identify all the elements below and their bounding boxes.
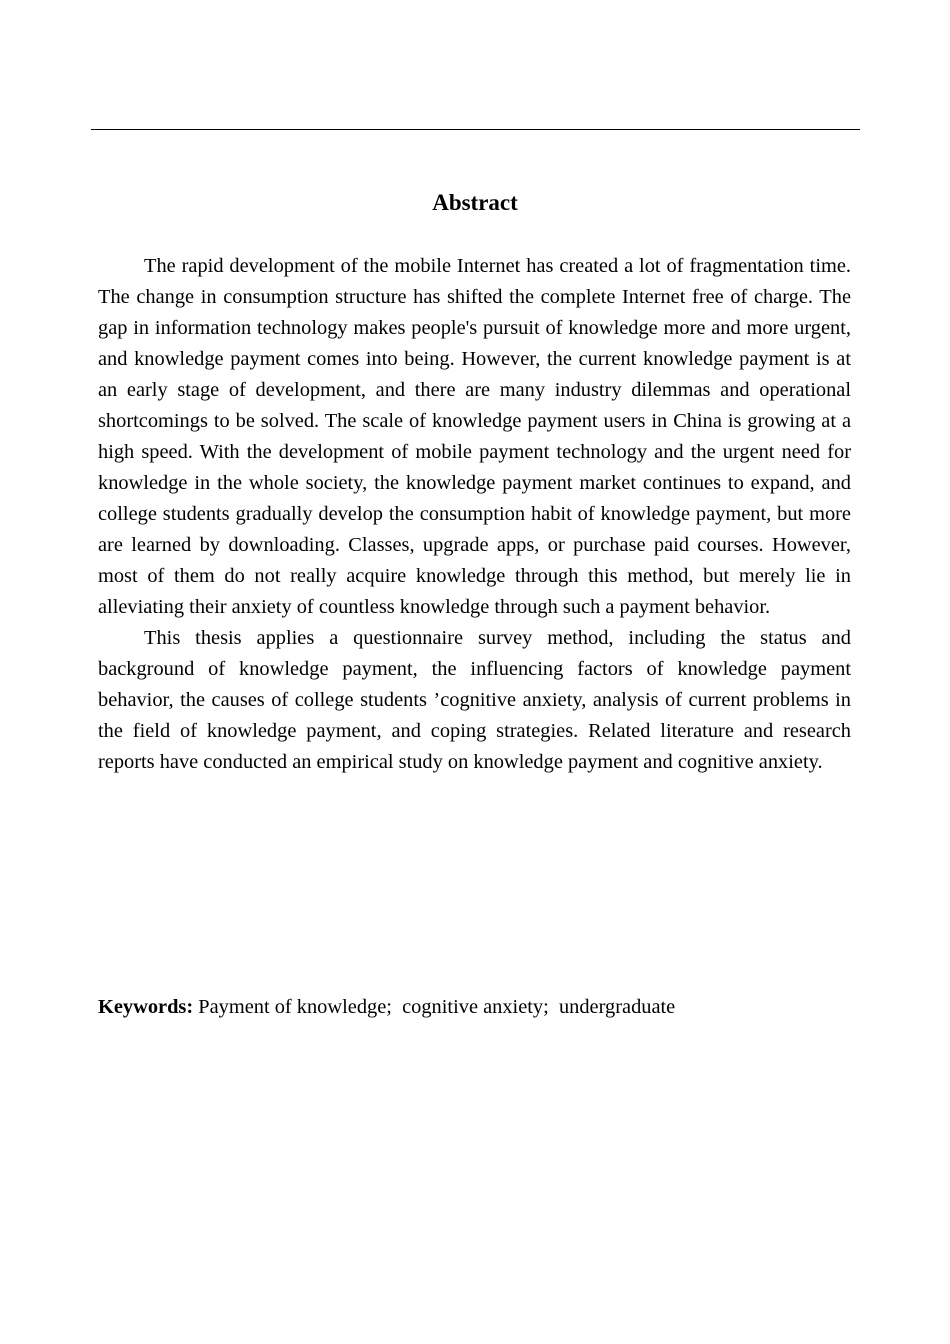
abstract-title: Abstract <box>432 190 518 215</box>
abstract-paragraph-2: This thesis applies a questionnaire survey method, including the status and background of knowledge payment, the influencing factors of knowledge payment behavior, the causes of college students ’cognitive anxiety, analysis of current problems in the field of knowledge payment, and coping strategies. Related literature and research reports have conducted an empirical study on knowledge payment and cognitive anxiety. <box>98 627 851 773</box>
header-rule <box>91 129 860 130</box>
abstract-paragraph-1: The rapid development of the mobile Internet has created a lot of fragmentation time. The change in consumption structure has shifted the complete Internet free of charge. The gap in information technology makes people's pursuit of knowledge more and more urgent, and knowledge payment comes into being. However, the current knowledge payment is at an early stage of development, and there are many industry dilemmas and operational shortcomings to be solved. The scale of knowledge payment users in China is growing at a high speed. With the development of mobile payment technology and the urgent need for knowledge in the whole society, the knowledge payment market continues to expand, and college students gradually develop the consumption habit of knowledge payment, but more are learned by downloading. Classes, upgrade apps, or purchase paid courses. However, most of them do not really acquire knowledge through this method, but merely lie in alleviating their anxiety of countless knowledge through such a payment behavior. <box>98 255 851 618</box>
abstract-body <box>98 251 851 778</box>
keywords-label: Keywords: <box>98 996 194 1018</box>
keywords-text: Payment of knowledge; cognitive anxiety; undergraduate <box>193 996 676 1018</box>
keywords-line <box>98 992 851 1023</box>
